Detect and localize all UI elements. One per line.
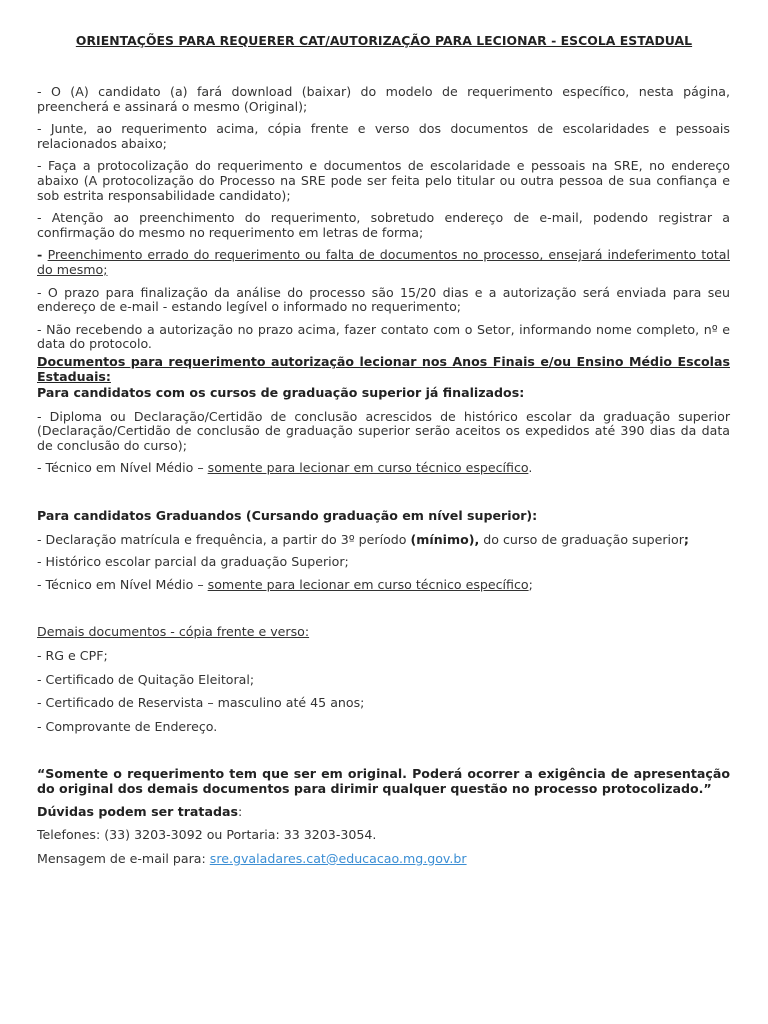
item-end: ; [683,531,689,547]
document-item: - Certificado de Reservista – masculino até 45 anos; [37,695,365,711]
instruction-item: - Atenção ao preenchimento do requerimento, sobretudo endereço de e-mail, podendo registrar a confirmação do mesmo no requerimento em letras de forma; [37,210,730,240]
document-item: - Comprovante de Endereço. [37,718,218,734]
item-suffix: do curso de graduação superior [479,531,684,547]
instruction-item: - O prazo para finalização da análise do processo são 15/20 dias e a autorização será enviada para seu endereço de e-mail - estando legível o informado no requerimento; [37,284,730,315]
warning-text: Preenchimento errado do requerimento ou falta de documentos no processo, ensejará indeferimento total do mesmo; [37,247,730,277]
item-underline: somente para lecionar em curso técnico específico [207,576,529,592]
item-prefix: - Técnico em Nível Médio – [37,460,208,476]
contact-heading-colon: : [237,803,243,819]
document-item: - RG e CPF; [37,648,108,664]
contact-heading [37,805,730,820]
contact-heading-bold: Dúvidas podem ser tratadas [37,803,238,819]
instruction-item: - Junte, ao requerimento acima, cópia frente e verso dos documentos de escolaridades e pessoais relacionados abaixo; [37,121,730,151]
item-bold: (mínimo), [410,531,480,547]
document-item [37,461,730,476]
item-prefix: - Declaração matrícula e frequência, a partir do 3º período [37,531,411,547]
document-body [37,85,730,874]
instruction-item: - Faça a protocolização do requerimento e documentos de escolaridade e pessoais na SRE, no endereço abaixo (A protocolização do Processo na SRE pode ser feita pelo titular ou outra pessoa de sua confiança e sob estrita responsabilidade candidato); [37,158,730,203]
item-prefix: - Técnico em Nível Médio – [37,576,208,592]
email-prefix: Mensagem de e-mail para: [37,850,210,866]
item-suffix: . [528,460,533,476]
section-heading: Documentos para requerimento autorização lecionar nos Anos Finais e/ou Ensino Médio Escolas Estaduais: [37,353,730,384]
email-line [37,852,730,867]
document-item [37,533,730,548]
item-suffix: ; [528,576,533,592]
instruction-item: - Não recebendo a autorização no prazo acima, fazer contato com o Setor, informando nome completo, nº e data do protocolo. [37,321,730,352]
document-item [37,578,730,593]
document-item: - Diploma ou Declaração/Certidão de conclusão acrescidos de histórico escolar da graduação superior (Declaração/Certidão de conclusão de graduação superior serão aceitos os expedidos até 390 dias da data de conclusão do curso); [37,408,730,453]
section-subheading: Para candidatos com os cursos de graduação superior já finalizados: [37,385,525,401]
instruction-item: - O (A) candidato (a) fará download (baixar) do modelo de requerimento específico, nesta página, preencherá e assinará o mesmo (Original); [37,84,730,114]
warning-dash: - [37,247,48,263]
document-item: - Certificado de Quitação Eleitoral; [37,671,255,687]
warning-item [37,248,730,277]
page-title: ORIENTAÇÕES PARA REQUERER CAT/AUTORIZAÇÃO PARA LECIONAR - ESCOLA ESTADUAL [75,33,693,48]
phone-line: Telefones: (33) 3203-3092 ou Portaria: 33 3203-3054. [37,827,377,843]
email-link[interactable]: sre.gvaladares.cat@educacao.mg.gov.br [209,850,467,866]
section-heading: Para candidatos Graduandos (Cursando graduação em nível superior): [37,508,538,524]
item-underline: somente para lecionar em curso técnico específico [207,460,529,476]
document-item: - Histórico escolar parcial da graduação Superior; [37,554,349,570]
note-quote: “Somente o requerimento tem que ser em original. Poderá ocorrer a exigência de apresentação do original dos demais documentos para dirimir qualquer questão no processo protocolizado.” [37,766,730,796]
section-heading: Demais documentos - cópia frente e verso: [37,624,310,640]
